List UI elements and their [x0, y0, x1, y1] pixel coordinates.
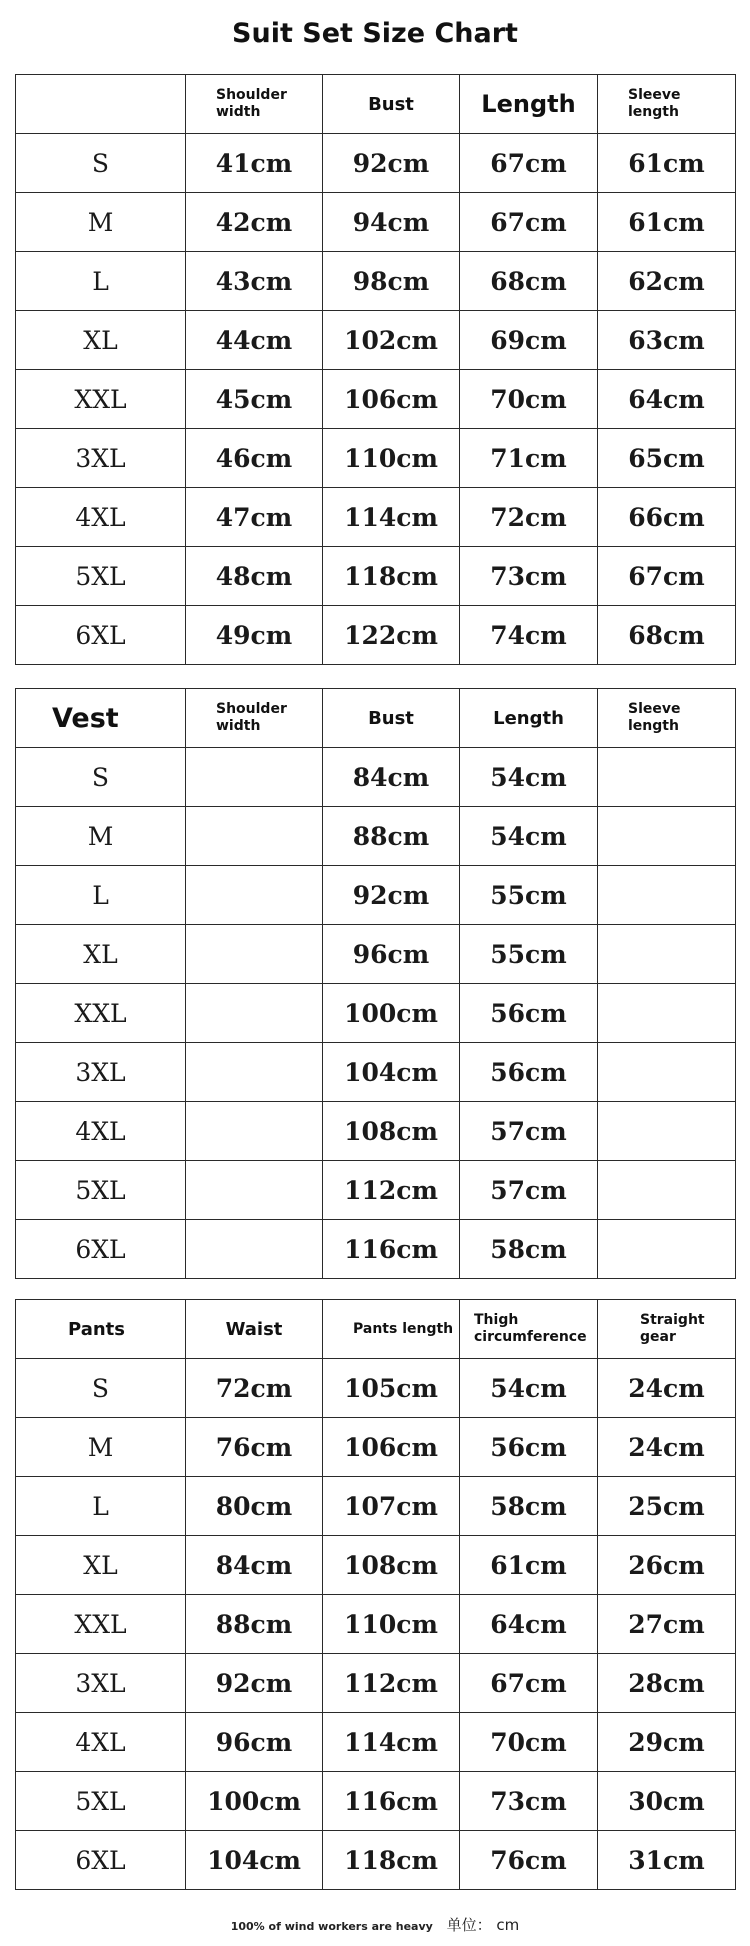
table-row	[16, 925, 736, 984]
size-label: 6XL	[16, 606, 186, 665]
table-cell: 118cm	[323, 547, 460, 606]
table-cell	[598, 1161, 736, 1220]
table-row	[16, 252, 736, 311]
size-label: S	[16, 748, 186, 807]
table-cell: 63cm	[598, 311, 736, 370]
table-cell: 72cm	[186, 1359, 323, 1418]
table-cell: 110cm	[323, 429, 460, 488]
table-cell: 24cm	[598, 1418, 736, 1477]
table-cell	[598, 1220, 736, 1279]
size-label: L	[16, 1477, 186, 1536]
table-cell: 76cm	[186, 1418, 323, 1477]
jacket-header-row	[16, 75, 736, 134]
table-cell: 30cm	[598, 1772, 736, 1831]
size-label: M	[16, 807, 186, 866]
table-cell: 26cm	[598, 1536, 736, 1595]
jacket-header-size	[16, 75, 186, 134]
table-cell: 100cm	[323, 984, 460, 1043]
table-cell: 102cm	[323, 311, 460, 370]
table-row	[16, 1772, 736, 1831]
table-cell: 55cm	[460, 866, 598, 925]
table-cell: 116cm	[323, 1772, 460, 1831]
table-cell	[186, 925, 323, 984]
table-cell: 55cm	[460, 925, 598, 984]
table-cell: 57cm	[460, 1102, 598, 1161]
table-cell	[186, 984, 323, 1043]
size-label: 4XL	[16, 1102, 186, 1161]
pants-header-waist: Waist	[186, 1300, 323, 1359]
table-row	[16, 1595, 736, 1654]
size-label: 3XL	[16, 1043, 186, 1102]
table-cell: 92cm	[323, 134, 460, 193]
pants-header-length: Pants length	[323, 1300, 460, 1359]
table-cell: 74cm	[460, 606, 598, 665]
table-cell: 25cm	[598, 1477, 736, 1536]
table-cell	[598, 1102, 736, 1161]
table-row	[16, 134, 736, 193]
table-cell: 58cm	[460, 1220, 598, 1279]
table-cell	[186, 866, 323, 925]
table-cell: 107cm	[323, 1477, 460, 1536]
size-label: 4XL	[16, 1713, 186, 1772]
jacket-header-length: Length	[460, 75, 598, 134]
jacket-header-shoulder: Shoulder width	[186, 75, 323, 134]
table-row	[16, 488, 736, 547]
table-cell: 105cm	[323, 1359, 460, 1418]
table-cell: 54cm	[460, 1359, 598, 1418]
pants-header-straight: Straight gear	[598, 1300, 736, 1359]
table-cell: 84cm	[186, 1536, 323, 1595]
table-cell: 116cm	[323, 1220, 460, 1279]
footer-note	[0, 1914, 750, 1935]
table-cell: 112cm	[323, 1161, 460, 1220]
table-cell: 56cm	[460, 1043, 598, 1102]
size-label: 5XL	[16, 1772, 186, 1831]
size-label: L	[16, 252, 186, 311]
table-cell: 108cm	[323, 1536, 460, 1595]
table-cell	[186, 748, 323, 807]
table-cell: 76cm	[460, 1831, 598, 1890]
table-row	[16, 606, 736, 665]
table-cell: 41cm	[186, 134, 323, 193]
table-cell: 46cm	[186, 429, 323, 488]
table-cell	[598, 866, 736, 925]
table-cell: 96cm	[323, 925, 460, 984]
table-cell: 70cm	[460, 370, 598, 429]
table-cell: 42cm	[186, 193, 323, 252]
table-row	[16, 1831, 736, 1890]
table-cell: 114cm	[323, 488, 460, 547]
size-label: 3XL	[16, 1654, 186, 1713]
table-cell: 73cm	[460, 547, 598, 606]
table-row	[16, 1359, 736, 1418]
table-cell: 73cm	[460, 1772, 598, 1831]
table-row	[16, 311, 736, 370]
table-cell: 65cm	[598, 429, 736, 488]
table-cell	[598, 925, 736, 984]
size-label: 6XL	[16, 1220, 186, 1279]
table-cell: 29cm	[598, 1713, 736, 1772]
table-cell: 64cm	[598, 370, 736, 429]
pants-header-title: Pants	[16, 1300, 186, 1359]
table-cell: 106cm	[323, 1418, 460, 1477]
table-cell: 24cm	[598, 1359, 736, 1418]
table-cell: 84cm	[323, 748, 460, 807]
size-label: XL	[16, 311, 186, 370]
table-cell: 104cm	[186, 1831, 323, 1890]
table-cell: 94cm	[323, 193, 460, 252]
table-cell: 114cm	[323, 1713, 460, 1772]
table-cell: 28cm	[598, 1654, 736, 1713]
vest-header-row	[16, 689, 736, 748]
table-row	[16, 1220, 736, 1279]
table-cell: 57cm	[460, 1161, 598, 1220]
footer-unit: 单位： cm	[446, 1916, 520, 1934]
size-label: XXL	[16, 1595, 186, 1654]
table-cell	[598, 807, 736, 866]
table-cell: 98cm	[323, 252, 460, 311]
table-cell: 108cm	[323, 1102, 460, 1161]
pants-header-thigh: Thigh circumference	[460, 1300, 598, 1359]
table-cell: 67cm	[460, 193, 598, 252]
vest-header-shoulder: Shoulder width	[186, 689, 323, 748]
table-cell: 61cm	[460, 1536, 598, 1595]
table-cell: 112cm	[323, 1654, 460, 1713]
table-cell: 104cm	[323, 1043, 460, 1102]
table-row	[16, 1536, 736, 1595]
table-cell: 48cm	[186, 547, 323, 606]
table-cell: 27cm	[598, 1595, 736, 1654]
table-cell	[186, 1220, 323, 1279]
size-label: M	[16, 1418, 186, 1477]
jacket-header-bust: Bust	[323, 75, 460, 134]
table-cell	[598, 1043, 736, 1102]
table-cell: 88cm	[323, 807, 460, 866]
size-label: S	[16, 134, 186, 193]
table-cell: 67cm	[460, 134, 598, 193]
table-row	[16, 1161, 736, 1220]
pants-header-row	[16, 1300, 736, 1359]
table-cell: 69cm	[460, 311, 598, 370]
size-label: 4XL	[16, 488, 186, 547]
table-cell: 92cm	[186, 1654, 323, 1713]
table-cell: 92cm	[323, 866, 460, 925]
table-cell: 54cm	[460, 748, 598, 807]
table-cell	[186, 1161, 323, 1220]
table-row	[16, 1654, 736, 1713]
size-label: S	[16, 1359, 186, 1418]
table-cell: 71cm	[460, 429, 598, 488]
table-cell: 61cm	[598, 193, 736, 252]
table-row	[16, 429, 736, 488]
table-row	[16, 1713, 736, 1772]
table-cell: 43cm	[186, 252, 323, 311]
table-cell: 67cm	[460, 1654, 598, 1713]
table-row	[16, 807, 736, 866]
table-cell: 54cm	[460, 807, 598, 866]
vest-header-length: Length	[460, 689, 598, 748]
table-row	[16, 984, 736, 1043]
size-label: XXL	[16, 984, 186, 1043]
table-cell: 64cm	[460, 1595, 598, 1654]
jacket-header-sleeve: Sleeve length	[598, 75, 736, 134]
table-cell: 110cm	[323, 1595, 460, 1654]
table-cell: 31cm	[598, 1831, 736, 1890]
table-row	[16, 193, 736, 252]
table-row	[16, 1477, 736, 1536]
table-cell: 61cm	[598, 134, 736, 193]
size-label: 5XL	[16, 547, 186, 606]
size-label: 3XL	[16, 429, 186, 488]
table-row	[16, 370, 736, 429]
size-label: XXL	[16, 370, 186, 429]
size-label: 6XL	[16, 1831, 186, 1890]
table-cell: 80cm	[186, 1477, 323, 1536]
table-cell: 106cm	[323, 370, 460, 429]
table-cell	[186, 1102, 323, 1161]
vest-size-table	[15, 688, 736, 1279]
table-cell: 56cm	[460, 1418, 598, 1477]
table-cell: 44cm	[186, 311, 323, 370]
size-label: 5XL	[16, 1161, 186, 1220]
table-cell	[186, 1043, 323, 1102]
table-cell: 45cm	[186, 370, 323, 429]
table-row	[16, 547, 736, 606]
table-cell: 88cm	[186, 1595, 323, 1654]
table-cell: 118cm	[323, 1831, 460, 1890]
table-cell: 67cm	[598, 547, 736, 606]
size-label: M	[16, 193, 186, 252]
table-row	[16, 1102, 736, 1161]
table-row	[16, 748, 736, 807]
size-label: XL	[16, 1536, 186, 1595]
vest-header-title: Vest	[16, 689, 186, 748]
jacket-size-table	[15, 74, 736, 665]
size-label: L	[16, 866, 186, 925]
table-cell	[186, 807, 323, 866]
table-cell: 70cm	[460, 1713, 598, 1772]
size-label: XL	[16, 925, 186, 984]
table-cell: 122cm	[323, 606, 460, 665]
table-row	[16, 1418, 736, 1477]
table-row	[16, 866, 736, 925]
footer-note-text: 100% of wind workers are heavy	[230, 1920, 433, 1933]
table-cell: 58cm	[460, 1477, 598, 1536]
table-cell: 56cm	[460, 984, 598, 1043]
table-cell: 66cm	[598, 488, 736, 547]
table-cell: 68cm	[460, 252, 598, 311]
vest-header-sleeve: Sleeve length	[598, 689, 736, 748]
table-cell: 96cm	[186, 1713, 323, 1772]
table-cell: 49cm	[186, 606, 323, 665]
table-cell	[598, 748, 736, 807]
table-cell: 100cm	[186, 1772, 323, 1831]
table-cell: 62cm	[598, 252, 736, 311]
page-title: Suit Set Size Chart	[232, 18, 518, 49]
table-cell: 68cm	[598, 606, 736, 665]
table-cell	[598, 984, 736, 1043]
table-cell: 72cm	[460, 488, 598, 547]
vest-header-bust: Bust	[323, 689, 460, 748]
table-row	[16, 1043, 736, 1102]
table-cell: 47cm	[186, 488, 323, 547]
pants-size-table	[15, 1299, 736, 1890]
